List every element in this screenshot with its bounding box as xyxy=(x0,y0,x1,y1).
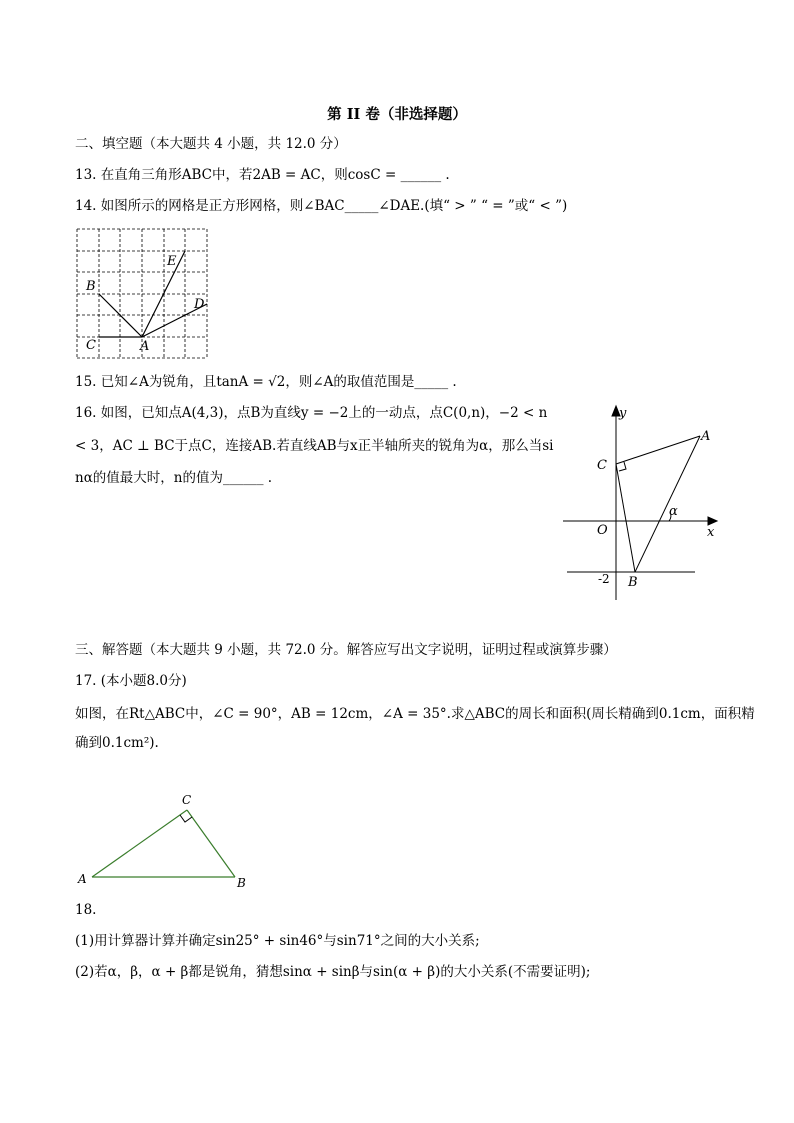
label-c: C xyxy=(597,458,607,473)
side-cb xyxy=(187,810,235,877)
question-15: 15. 已知∠A为锐角，且tanA = √2，则∠A的取值范围是_____ . xyxy=(75,374,457,390)
label-neg2: -2 xyxy=(598,572,610,586)
segment-ca xyxy=(616,436,700,464)
question-17-title: 17. (本小题8.0分) xyxy=(75,673,187,689)
part2-header: 二、填空题（本大题共 4 小题，共 12.0 分） xyxy=(75,136,347,152)
segment-cb xyxy=(616,464,635,572)
segment-ab xyxy=(99,294,142,337)
label-o: O xyxy=(597,523,608,538)
question-16-line1: 16. 如图，已知点A(4,3)，点B为直线y = −2上的一动点，点C(0,n)，−2 < n xyxy=(75,405,548,421)
question-16-line2: < 3，AC ⊥ BC于点C，连接AB.若直线AB与x正半轴所夹的锐角为α，那么当si xyxy=(75,438,554,454)
question-14: 14. 如图所示的网格是正方形网格，则∠BAC_____∠DAE.(填“ > ” “ = ”或“ < ”) xyxy=(75,198,568,214)
part3-header: 三、解答题（本大题共 9 小题，共 72.0 分。解答应写出文字说明，证明过程或演算步骤） xyxy=(75,642,617,658)
question-16-line3: nα的值最大时，n的值为______ . xyxy=(75,470,273,486)
label-tri-a: A xyxy=(78,872,87,886)
label-grid-c: C xyxy=(86,338,96,353)
label-grid-e: E xyxy=(167,254,177,269)
right-angle-marker xyxy=(180,815,192,822)
label-grid-d: D xyxy=(194,297,205,312)
question-18-part2: (2)若α，β，α + β都是锐角，猜想sinα + sinβ与sin(α + β)的大小关系(不需要证明); xyxy=(75,964,591,980)
section-title: 第 II 卷（非选择题） xyxy=(327,106,467,123)
label-x: x xyxy=(707,525,715,540)
grid-figure xyxy=(70,222,215,364)
segment-ab xyxy=(635,436,700,572)
label-a: A xyxy=(701,429,711,444)
label-grid-b: B xyxy=(86,279,96,294)
label-grid-a: A xyxy=(140,339,150,354)
coordinate-figure xyxy=(555,400,730,605)
label-tri-c: C xyxy=(182,793,192,807)
x-axis-arrow xyxy=(708,517,717,525)
right-angle-marker xyxy=(619,462,626,471)
label-alpha: α xyxy=(669,504,678,519)
question-18-part1: (1)用计算器计算并确定sin25° + sin46°与sin71°之间的大小关系; xyxy=(75,933,480,949)
triangle-figure xyxy=(72,790,262,895)
label-y: y xyxy=(619,406,627,421)
question-17-line1: 如图，在Rt△ABC中，∠C = 90°，AB = 12cm，∠A = 35°.求△ABC的周长和面积(周长精确到0.1cm，面积精 xyxy=(75,706,755,722)
label-b: B xyxy=(628,575,638,590)
question-17-line2: 确到0.1cm²). xyxy=(75,735,159,751)
question-18-number: 18. xyxy=(75,902,97,918)
label-tri-b: B xyxy=(237,876,246,890)
side-ac xyxy=(92,810,187,877)
question-13: 13. 在直角三角形ABC中，若2AB = AC，则cosC = ______ . xyxy=(75,167,450,183)
